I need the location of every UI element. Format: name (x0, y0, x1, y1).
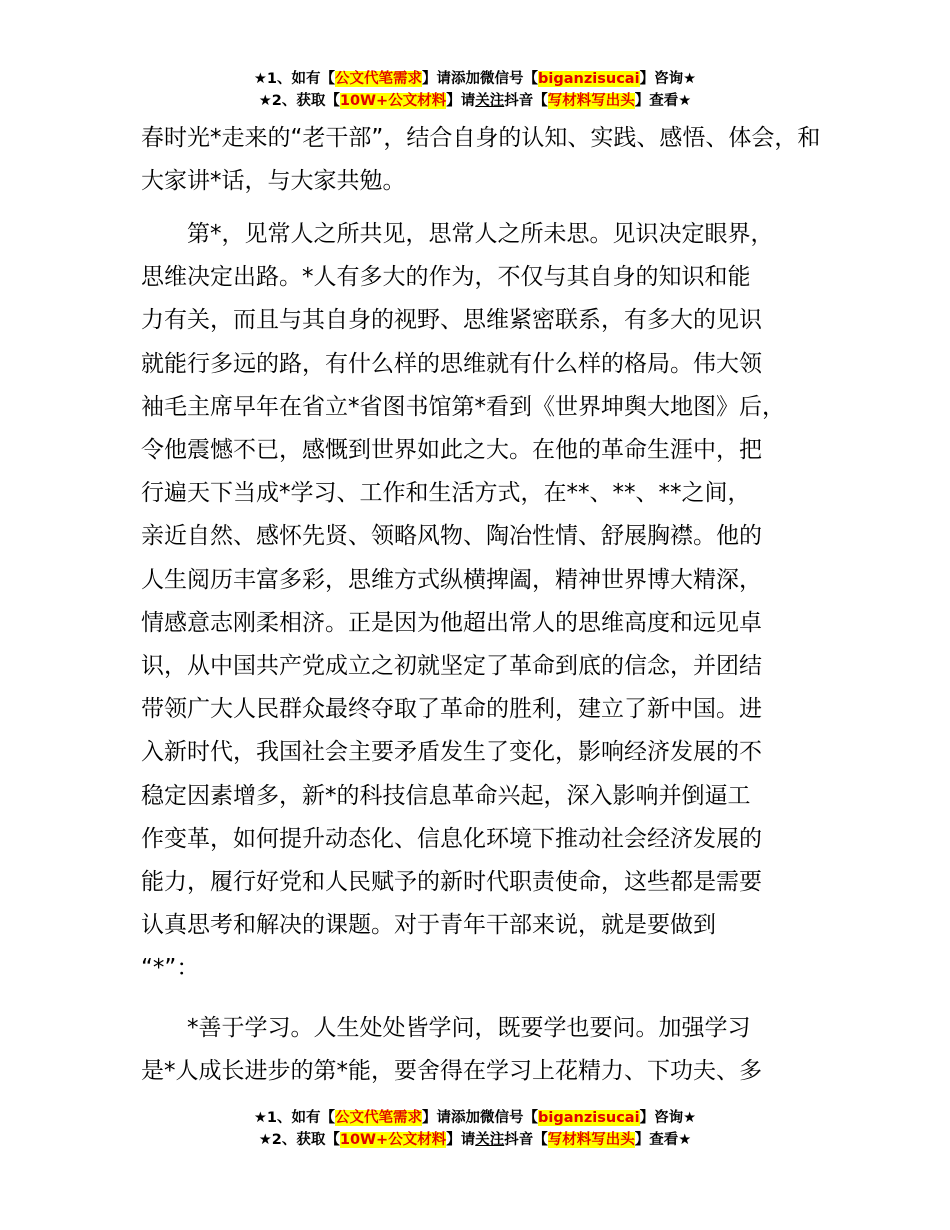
paragraph-first-point (141, 213, 841, 991)
banner-highlight: biganzisucai (538, 1110, 640, 1126)
text-line: 亲近自然、感怀先贤、领略风物、陶冶性情、舒展胸襟。他的 (141, 523, 762, 550)
banner-text: 】查看★ (634, 93, 692, 109)
header-banner (0, 68, 950, 112)
banner-text: ★1、如有【 (253, 71, 336, 87)
text-line: 识，从中国共产党成立之初就坚定了革命到底的信念，并团结 (141, 653, 762, 680)
text-line: 人生阅历丰富多彩，思维方式纵横捭阖，精神世界博大精深， (141, 566, 762, 593)
banner-text: ★2、获取【 (258, 1132, 340, 1148)
banner-text: 】请添加微信号【 (422, 1110, 539, 1126)
lead-paragraph (141, 117, 841, 203)
banner-line-2 (0, 90, 950, 112)
banner-underlined: 关注 (475, 93, 505, 109)
banner-text: ★2、获取【 (258, 93, 340, 109)
banner-highlight: 10W+公文材料 (339, 93, 447, 109)
text-line: 稳定因素增多，新*的科技信息革命兴起，深入影响并倒逼工 (141, 782, 751, 809)
footer-banner (0, 1107, 950, 1151)
banner-underlined: 关注 (475, 1132, 505, 1148)
paragraph-text: 春时光*走来的“老干部”，结合自身的认知、实践、感悟、体会，和大家讲*话，与大家共勉。 (141, 125, 821, 195)
banner-highlight: 写材料写出头 (547, 1132, 635, 1148)
banner-text: 抖音【 (504, 93, 548, 109)
text-line: 认真思考和解决的课题。对于青年干部来说，就是要做到 (141, 912, 716, 939)
banner-line-2 (0, 1129, 950, 1151)
banner-highlight: 公文代笔需求 (335, 1110, 423, 1126)
banner-line-1 (0, 68, 950, 90)
text-line: 力有关，而且与其自身的视野、思维紧密联系，有多大的见识 (141, 307, 762, 334)
text-line: 袖毛主席早年在省立*省图书馆第*看到《世界坤舆大地图》后， (141, 393, 785, 420)
banner-text: 】请添加微信号【 (422, 71, 539, 87)
banner-highlight: biganzisucai (538, 71, 640, 87)
text-line: 令他震憾不已，感慨到世界如此之大。在他的革命生涯中，把 (141, 437, 762, 464)
banner-text: 】查看★ (634, 1132, 692, 1148)
text-line: 带领广大人民群众最终夺取了革命的胜利，建立了新中国。进 (141, 696, 762, 723)
text-line: *善于学习。人生处处皆学问，既要学也要问。加强学习 (187, 1015, 751, 1041)
banner-text: ★1、如有【 (253, 1110, 336, 1126)
text-line: “*”： (141, 955, 200, 982)
text-line: 就能行多远的路，有什么样的思维就有什么样的格局。伟大领 (141, 350, 762, 377)
banner-text: 抖音【 (504, 1132, 548, 1148)
banner-text: 】请 (446, 93, 476, 109)
text-line: 第*，见常人之所共见，思常人之所未思。见识决定眼界， (187, 221, 774, 247)
banner-line-1 (0, 1107, 950, 1129)
banner-highlight: 写材料写出头 (547, 93, 635, 109)
paragraph-study (141, 1007, 841, 1093)
text-line: 行遍天下当成*学习、工作和生活方式，在**、**、**之间， (141, 480, 751, 507)
text-line: 作变革，如何提升动态化、信息化环境下推动社会经济发展的 (141, 825, 762, 852)
text-line: 入新时代，我国社会主要矛盾发生了变化，影响经济发展的不 (141, 739, 762, 766)
banner-highlight: 公文代笔需求 (335, 71, 423, 87)
text-line: 思维决定出路。*人有多大的作为，不仅与其自身的知识和能 (141, 264, 751, 291)
text-line: 是*人成长进步的第*能，要舍得在学习上花精力、下功夫、多 (141, 1058, 762, 1085)
banner-text: 】咨询★ (639, 1110, 697, 1126)
banner-text: 】咨询★ (639, 71, 697, 87)
text-line: 情感意志刚柔相济。正是因为他超出常人的思维高度和远见卓 (141, 609, 762, 636)
banner-highlight: 10W+公文材料 (339, 1132, 447, 1148)
banner-text: 】请 (446, 1132, 476, 1148)
text-line: 能力，履行好党和人民赋予的新时代职责使命，这些都是需要 (141, 869, 762, 896)
